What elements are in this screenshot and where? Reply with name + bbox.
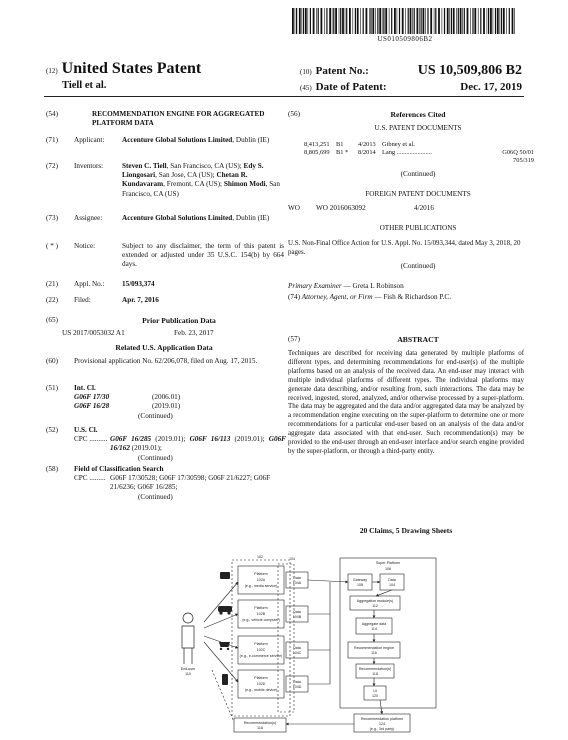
notice-text: Subject to any disclaimer, the term of this patent is extended or adjusted under 35 U.S.C. 154(b) by 664 days.	[122, 242, 284, 269]
barcode-bar	[514, 8, 515, 34]
barcode-bar	[467, 8, 469, 34]
aggregate-data-num: 114	[371, 627, 377, 631]
barcode-bar	[316, 8, 317, 34]
barcode-bar	[302, 8, 303, 34]
us-refs-continued: (Continued)	[400, 170, 436, 178]
int-cl-row	[74, 402, 284, 411]
patent-type-line	[46, 60, 201, 78]
rec-engine-label: Recommendation engine	[354, 646, 394, 650]
inid-code: (12)	[46, 67, 58, 75]
barcode-bar	[495, 8, 496, 34]
int-cl-field	[46, 384, 282, 424]
platform-num: 102C	[256, 648, 266, 652]
prior-pub-heading-row	[46, 316, 282, 326]
barcode-bar	[419, 8, 420, 34]
patent-date-line	[300, 81, 522, 93]
barcode-bar	[313, 8, 315, 34]
barcode-bar	[339, 8, 340, 34]
barcode-bar	[377, 8, 378, 34]
barcode-bar	[369, 8, 370, 34]
barcode-bar	[435, 8, 436, 34]
barcode-bar	[423, 8, 425, 34]
platform-name: Platform	[254, 572, 268, 576]
barcode-bar	[493, 8, 494, 34]
applicant-field	[46, 136, 282, 158]
data-label: Data	[293, 680, 301, 684]
barcode-bar	[310, 8, 311, 34]
ref-name: Gibney et al.	[382, 141, 415, 148]
assignee-location: , Dublin (IE)	[232, 214, 270, 222]
barcode-bar	[444, 8, 445, 34]
barcode-bar	[490, 8, 492, 34]
cpc-year: (2019.01);	[230, 435, 269, 444]
user-body-icon	[182, 626, 194, 648]
cpc-year: (2019.01);	[129, 444, 162, 453]
ui-num: 120	[372, 694, 378, 698]
field-search-values: G06F 17/30528; G06F 17/30598; G06F 21/6227; G06F 21/6236; G06F 16/285;	[110, 474, 271, 492]
barcode-bar	[363, 8, 364, 34]
barcode-bar	[389, 8, 390, 34]
filed-field	[46, 296, 282, 306]
barcode-bar	[417, 8, 419, 34]
patent-number: US 10,509,806 B2	[417, 63, 522, 78]
cpc-year: (2019.01);	[151, 435, 190, 444]
platform-name: Platform	[254, 642, 268, 646]
rec-engine-num: 116	[371, 651, 377, 655]
barcode-bar	[394, 8, 396, 34]
inid-code: (10)	[300, 68, 312, 76]
prior-pub-number: US 2017/0053032 A1	[62, 329, 125, 337]
representative-drawing	[168, 552, 518, 734]
recommendations-num: 118	[372, 672, 378, 676]
attorney-label: Attorney, Agent, or Firm	[301, 293, 373, 301]
barcode-bar	[442, 8, 443, 34]
barcode-bar	[512, 8, 514, 34]
barcode-bar	[333, 8, 334, 34]
us-ref-row	[304, 141, 536, 149]
barcode-bar	[456, 8, 457, 34]
ref-kind: B1 *	[336, 149, 349, 156]
data-box	[286, 606, 308, 622]
barcode-bar	[382, 8, 383, 34]
inid-code: (72)	[46, 162, 58, 170]
barcode-bar	[451, 8, 452, 34]
wheel-icon	[220, 648, 222, 650]
claims-summary: 20 Claims, 5 Drawing Sheets	[359, 526, 453, 535]
barcode-bar	[349, 8, 351, 34]
inid-code: (51)	[46, 384, 58, 392]
barcode-bar	[487, 8, 488, 34]
inventors-field	[46, 162, 282, 210]
aggregate-data-label: Aggregate data	[361, 622, 387, 626]
other-pubs-heading: OTHER PUBLICATIONS	[379, 224, 457, 232]
barcode-bar	[303, 8, 304, 34]
aggregate-data-box	[356, 618, 392, 634]
applicant-label: Applicant:	[74, 136, 105, 144]
us-cl-heading: U.S. Cl.	[74, 426, 98, 434]
data-num: 104C	[292, 651, 302, 655]
ui-label: UI	[373, 689, 377, 693]
barcode-bar	[321, 8, 323, 34]
assignee-field	[46, 214, 282, 236]
provisional-field	[46, 357, 282, 379]
end-user-num: 110	[185, 672, 191, 676]
other-pubs-text: U.S. Non-Final Office Action for U.S. Appl. No. 15/093,344, dated May 3, 2018, 20 pages.	[288, 240, 521, 256]
data-box	[286, 572, 308, 588]
inid-code: (65)	[46, 316, 58, 324]
foreign-number: WO 2016063092	[316, 204, 366, 212]
barcode-bar	[402, 8, 404, 34]
barcode-bar	[353, 8, 354, 34]
inventor-name: Steven C. Tiell	[122, 162, 167, 170]
barcode-bar	[425, 8, 426, 34]
inid-code: (22)	[46, 296, 58, 304]
barcode-bar	[480, 8, 481, 34]
tv-icon	[220, 572, 230, 579]
data-box	[286, 642, 308, 658]
barcode-bar	[332, 8, 333, 34]
int-cl-heading: Int. Cl.	[74, 384, 96, 392]
inventor-location: , San Jose, CA (US);	[155, 171, 217, 180]
barcode-bar	[318, 8, 319, 34]
figure-ref: 104	[289, 557, 295, 561]
data-store-box	[380, 574, 404, 590]
int-cl-class: G06F 17/30	[74, 393, 110, 402]
data-num: 104A	[292, 581, 302, 585]
int-cl-continued: (Continued)	[138, 411, 173, 420]
inventor-location: , Fremont, CA (US);	[163, 180, 224, 189]
barcode-bar	[308, 8, 309, 34]
barcode-bar	[324, 8, 325, 34]
ref-number: 8,413,251	[304, 141, 330, 148]
gateway-label: Gateway	[352, 578, 368, 582]
prior-pub-row	[62, 329, 262, 339]
barcode-bar	[357, 8, 359, 34]
barcode-bar	[346, 8, 347, 34]
rec-bottom-label: Recommendation(s)	[243, 721, 277, 725]
us-cl-body	[74, 426, 286, 463]
barcode-bar	[438, 8, 440, 34]
barcode-bar	[414, 8, 415, 34]
barcode-bar	[434, 8, 435, 34]
cpc-class: G06F 16/113	[189, 435, 231, 444]
examiner-line	[288, 282, 524, 291]
int-cl-class: G06F 16/28	[74, 402, 110, 411]
data-num: 104D	[292, 685, 302, 689]
end-user-figure	[182, 613, 194, 664]
platform-name: Platform	[254, 606, 268, 610]
patent-type-title: United States Patent	[61, 60, 202, 77]
ref-kind: B1	[336, 141, 344, 148]
inid-code: (74)	[288, 293, 300, 301]
barcode-bar	[329, 8, 331, 34]
ref-class	[490, 141, 534, 149]
int-cl-year: (2006.01)	[152, 393, 181, 402]
abstract-heading: ABSTRACT	[397, 335, 439, 344]
patent-number-label: Patent No.:	[315, 65, 369, 77]
us-ref-row	[304, 149, 536, 157]
cart-icon	[219, 642, 230, 647]
applicant-location: , Dublin (IE)	[232, 136, 270, 144]
barcode-bar	[488, 8, 489, 34]
inid-code: (58)	[46, 465, 58, 473]
filed-label: Filed:	[74, 296, 91, 304]
barcode-bar	[478, 8, 479, 34]
wheel-icon	[227, 648, 229, 650]
ref-class: 705/319	[513, 157, 534, 164]
int-cl-year: (2019.01)	[152, 402, 181, 411]
barcode-bar	[430, 8, 432, 34]
barcode-bar	[342, 8, 344, 34]
barcode-bar	[385, 8, 387, 34]
cpc-class: G06F 16/162	[110, 435, 286, 453]
barcode-bar	[453, 8, 455, 34]
applicant-name: Accenture Global Solutions Limited	[122, 136, 233, 144]
data-store-label: Data	[388, 578, 396, 582]
barcode-bar	[503, 8, 505, 34]
inventor-location: , San Francisco, CA (US);	[166, 162, 244, 170]
platform-num: 102A	[256, 578, 266, 582]
notice-field	[46, 242, 282, 272]
ref-name: Lang ......................	[382, 149, 432, 156]
super-platform-num: 106	[385, 567, 391, 571]
aggregation-label: Aggregation module(s)	[356, 599, 394, 603]
barcode-bar	[383, 8, 384, 34]
assignee-value	[122, 214, 284, 223]
barcode-bar	[326, 8, 327, 34]
barcode-bar	[366, 8, 368, 34]
inid-code: ( * )	[46, 242, 58, 250]
foreign-date: 4/2016	[414, 204, 434, 212]
car-icon	[218, 606, 232, 612]
barcode-bar	[345, 8, 346, 34]
ref-number: 8,805,699	[304, 149, 330, 156]
platform-num: 102D	[256, 682, 266, 686]
patent-barcode	[292, 8, 518, 34]
data-label: Data	[293, 576, 301, 580]
user-head-icon	[183, 613, 193, 623]
barcode-bar	[397, 8, 398, 34]
examiner-label: Primary Examiner	[288, 282, 342, 290]
foreign-country: WO	[288, 204, 300, 212]
barcode-bar	[408, 8, 409, 34]
us-cl-field	[46, 426, 286, 466]
device-icons	[218, 572, 232, 685]
patent-date-label: Date of Patent:	[315, 81, 387, 93]
filed-value: Apr. 7, 2016	[122, 296, 159, 304]
barcode-bar	[458, 8, 459, 34]
field-search-field	[46, 465, 282, 505]
field-search-continued: (Continued)	[138, 492, 173, 501]
data-box	[286, 676, 308, 692]
barcode-bar	[427, 8, 428, 34]
end-user-label: End-user	[180, 667, 196, 671]
platform-desc: (e.g., vehicle computer)	[242, 618, 280, 622]
inid-code: (71)	[46, 136, 58, 144]
int-cl-row	[74, 393, 284, 402]
phone-icon	[222, 674, 228, 685]
examiner-name: — Greta L Robinson	[341, 282, 404, 290]
other-pubs-continued: (Continued)	[400, 262, 436, 270]
notice-label: Notice:	[74, 242, 96, 250]
foreign-docs-heading: FOREIGN PATENT DOCUMENTS	[365, 190, 471, 198]
barcode-bar	[497, 8, 499, 34]
barcode-bar	[305, 8, 307, 34]
assignee-name: Accenture Global Solutions Limited	[122, 214, 233, 222]
refs-heading-row	[288, 110, 524, 120]
barcode-bar	[447, 8, 449, 34]
gateway-box	[348, 574, 372, 590]
appl-no-field	[46, 280, 282, 290]
barcode-bar	[509, 8, 510, 34]
barcode-bar	[399, 8, 400, 34]
barcode-bar	[449, 8, 450, 34]
barcode-bar	[421, 8, 422, 34]
title-field	[46, 110, 282, 132]
us-cl-cpc-row	[74, 435, 286, 453]
rec-platform-label: Recommendation platform	[360, 717, 404, 721]
abstract-heading-row	[288, 335, 524, 345]
data-store-num: 104	[389, 583, 395, 587]
int-cl-body	[74, 384, 284, 421]
barcode-bar	[372, 8, 374, 34]
platform-num: 102B	[256, 612, 266, 616]
barcode-bar	[405, 8, 406, 34]
barcode-bar	[483, 8, 485, 34]
barcode-bar	[292, 8, 294, 34]
ref-date: 8/2014	[358, 149, 376, 156]
barcode-bar	[360, 8, 361, 34]
barcode-bar	[410, 8, 412, 34]
cpc-class: G06F 16/285	[110, 435, 152, 444]
appl-no-value: 15/093,374	[122, 280, 155, 288]
platform-name: Platform	[254, 676, 268, 680]
invention-title: RECOMMENDATION ENGINE FOR AGGREGATED PLATFORM DATA	[92, 110, 265, 128]
barcode-bar	[472, 8, 473, 34]
barcode-bar	[295, 8, 296, 34]
refs-heading: References Cited	[390, 110, 446, 119]
barcode-bar	[470, 8, 471, 34]
wheel-icon	[219, 611, 222, 614]
barcode-bar	[501, 8, 502, 34]
provisional-text: Provisional application No. 62/206,078, filed on Aug. 17, 2015.	[74, 357, 258, 365]
data-num: 104B	[292, 615, 302, 619]
ref-date: 4/2013	[358, 141, 376, 148]
barcode-bar	[335, 8, 337, 34]
barcode-bar	[506, 8, 507, 34]
barcode-bar	[460, 8, 462, 34]
inventor-name: Edy S. Liongosari	[122, 162, 264, 180]
rec-platform-desc: (e.g., 3rd party)	[369, 727, 395, 731]
gateway-num: 108	[357, 583, 363, 587]
abstract-text: Techniques are described for receiving data generated by multiple platforms of different types, and determining recommendations for end-user(s) of the multiple platforms based on an analysis of the received data. An end-user may interact with multiple individual platforms of different types. The individual platforms may generate data describing, and/or resulting from, such interactions. The data may be received, ingested, stored, analyzed, and/or otherwise processed by a super-platform. The data may be aggregated and the data and/or aggregated data may be analyzed by a recommendation engine executing on the super-platform to determine one or more recommendations for a particular end-user based on an analysis of the data and/or aggregate data associated with that end-user. Such recommendation(s) may be provided to the end-user through an end-user interface and/or search engine provided by the super-platform, or through a third-party entity.	[288, 350, 524, 455]
barcode-bar	[462, 8, 463, 34]
inid-code: (52)	[46, 426, 58, 434]
attorney-line	[288, 293, 524, 302]
user-legs-icon	[184, 648, 192, 664]
prior-pub-date: Feb. 23, 2017	[174, 329, 214, 337]
us-cl-cpc-values	[110, 435, 286, 453]
super-platform-label: Super-Platform	[375, 561, 401, 565]
us-ref-row-extra	[304, 157, 536, 165]
attorney-name: — Fish & Richardson P.C.	[372, 293, 452, 301]
rec-platform-num: 124	[379, 722, 385, 726]
figure-ref: 102	[257, 555, 263, 559]
prior-pub-heading: Prior Publication Data	[142, 316, 216, 325]
field-search-body	[74, 465, 286, 502]
cpc-label: CPC ..........	[74, 435, 108, 444]
header-divider	[44, 96, 524, 97]
barcode-bar	[375, 8, 376, 34]
barcode-bar	[464, 8, 465, 34]
barcode-bar	[299, 8, 301, 34]
barcode-bar	[500, 8, 501, 34]
us-patent-docs-heading: U.S. PATENT DOCUMENTS	[374, 124, 462, 132]
inid-code: (45)	[300, 84, 312, 92]
data-label: Data	[293, 610, 301, 614]
barcode-bar	[296, 8, 297, 34]
inventor-name: Chetan R. Kundavaram	[122, 171, 248, 189]
platform-desc: (e.g., media service)	[244, 584, 278, 588]
barcode-bar	[379, 8, 381, 34]
barcode-bar	[370, 8, 371, 34]
inventor-location: , San Francisco, CA (US)	[122, 180, 280, 198]
field-search-row	[74, 474, 286, 492]
ref-class: G06Q 50/01	[502, 149, 534, 156]
inventors-label: Inventors:	[74, 162, 104, 170]
platform-desc: (e.g., mobile device)	[244, 688, 278, 692]
barcode-bar	[340, 8, 341, 34]
inventor-name: Shimon Modi	[223, 180, 266, 189]
barcode-bar	[355, 8, 356, 34]
patent-number-line	[300, 63, 522, 79]
inid-code: (21)	[46, 280, 58, 288]
applicant-value	[122, 136, 284, 145]
cpc-label: CPC .........	[74, 474, 106, 483]
related-heading: Related U.S. Application Data	[115, 343, 213, 352]
patent-date: Dec. 17, 2019	[460, 81, 522, 93]
aggregation-num: 112	[372, 604, 378, 608]
barcode-bar	[474, 8, 476, 34]
us-cl-continued: (Continued)	[138, 453, 173, 462]
inid-code: (57)	[288, 335, 300, 343]
inventors-list	[122, 162, 286, 199]
barcode-bar	[412, 8, 413, 34]
data-label: Data	[293, 646, 301, 650]
wheel-icon	[227, 611, 230, 614]
field-search-heading: Field of Classification Search	[74, 465, 164, 473]
document-number: US010509806B2	[377, 35, 433, 43]
assignee-label: Assignee:	[74, 214, 103, 222]
rec-bottom-num: 118	[257, 726, 263, 730]
inid-code: (60)	[46, 357, 58, 365]
us-ref-list	[304, 141, 536, 165]
barcode-bar	[391, 8, 392, 34]
inid-code: (56)	[288, 110, 300, 118]
inid-code: (73)	[46, 214, 58, 222]
appl-no-label: Appl. No.:	[74, 280, 105, 288]
rec-engine-box	[348, 642, 400, 658]
recommendations-label: Recommendation(s)	[358, 667, 392, 671]
inid-code: (54)	[46, 110, 58, 118]
inventor-short: Tiell et al.	[62, 80, 107, 91]
platform-desc: (e.g., e-commerce service)	[239, 654, 283, 658]
